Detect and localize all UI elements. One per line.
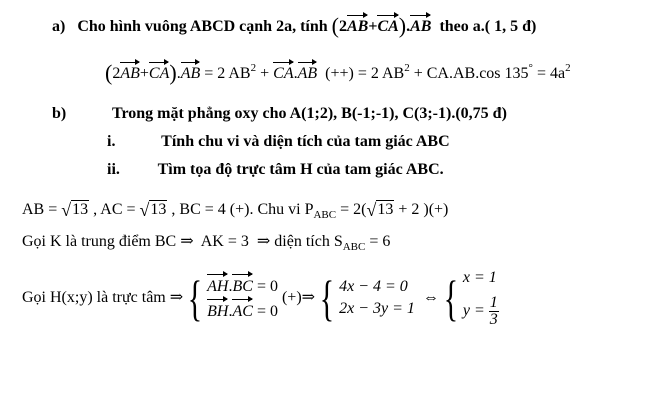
part-b-item-1: i. Tính chu vi và diện tích của tam giác ABC	[107, 133, 450, 150]
vector-ca: CA	[377, 14, 398, 37]
solution-line-perimeter: AB = √13 , AC = √13 , BC = 4 (+). Chu vi $P_{ABC} = 2(√13 + 2$ )(+)	[22, 200, 449, 221]
result-system: x = 1 y = $\frac{1}{3}$	[462, 268, 498, 328]
vector-ab: AB	[347, 14, 368, 37]
solution-line-orthocenter: Gọi H(x;y) là trực tâm ⇒ { AH.BC = 0 BH.AC = 0 (+) ⇒ { 4x − 4 = 0 2x − 3y = 1 ⇔ { x = 1 y = $\frac{1}{3}$	[22, 268, 498, 328]
part-b-label: b)	[52, 105, 67, 122]
part-b-item-2: ii. Tìm tọa độ trực tâm H của tam giác ABC.	[107, 161, 444, 178]
vector-system: AH.BC = 0 BH.AC = 0	[207, 273, 278, 323]
part-a-suffix: theo a.( 1, 5 đ)	[439, 18, 537, 35]
part-a-label: a)	[52, 18, 66, 35]
part-a-solution: (2AB+CA).AB = 2 $AB^2 + CA.AB$ (++) = 2 $AB^2 + CA.AB.\cos$ $135^\circ = 4a^2$	[105, 60, 571, 85]
solution-line-area: Gọi K là trung điểm BC ⇒ AK = 3 ⇒ diện tích $S_{ABC} = 6$	[22, 233, 391, 253]
part-b-question	[52, 104, 507, 124]
part-b-prompt: Trong mặt phẳng oxy cho A(1;2), B(-1;-1), C(3;-1).(0,75 đ)	[111, 105, 507, 122]
part-a-prompt: Cho hình vuông ABCD cạnh 2a, tính	[77, 18, 328, 35]
linear-system: 4x − 4 = 0 2x − 3y = 1	[339, 278, 415, 317]
part-a-question: a) Cho hình vuông ABCD cạnh 2a, tính (2AB+CA).AB theo a.( 1, 5 đ)	[52, 13, 537, 38]
vector-ab: AB	[410, 14, 431, 37]
